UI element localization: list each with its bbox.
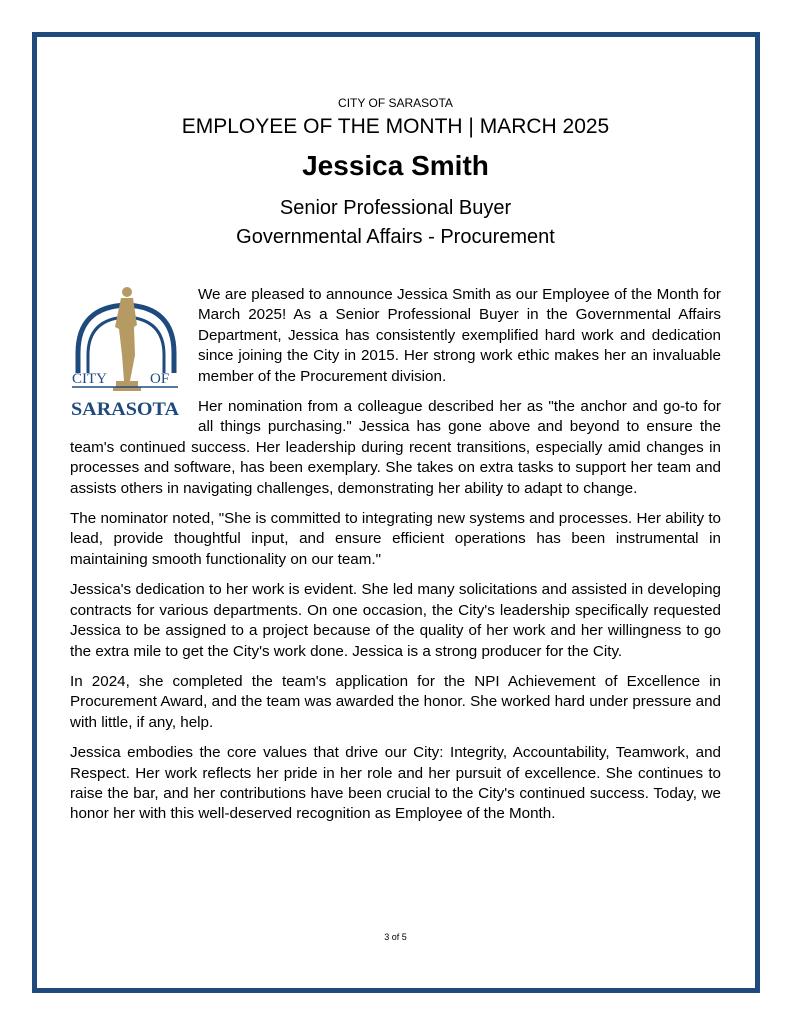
svg-text:CITY: CITY — [72, 371, 107, 387]
employee-department: Governmental Affairs - Procurement — [236, 226, 555, 248]
paragraph: Her nomination from a colleague described her as "the anchor and go-to for all things purchasing." Jessica has gone above and beyond to ensure the team's continued success. Her leadership during recent transitions, especially amid changes in processes and software, has been exemplary. She takes on extra tasks to support her team and assists others in navigating challenges, demonstrating her ability to adapt to change. — [70, 398, 721, 497]
paragraph: Jessica embodies the core values that drive our City: Integrity, Accountability, Teamwork, and Respect. Her work reflects her pride in her role and her pursuit of excellence. She continues to raise the bar, and her contributions have been crucial to the City's continued success. Today, we honor her with this well-deserved recognition as Employee of the Month. — [70, 744, 721, 823]
city-label: CITY OF SARASOTA — [338, 96, 453, 110]
announcement-body — [70, 285, 721, 835]
employee-role: Senior Professional Buyer — [279, 197, 512, 219]
employee-name: Jessica Smith — [302, 150, 489, 181]
paragraph: In 2024, she completed the team's application for the NPI Achievement of Excellence in Procurement Award, and the team was awarded the honor. She worked hard under pressure and with little, if any, help. — [70, 672, 721, 731]
svg-text:OF: OF — [150, 371, 170, 387]
page-number: 3 of 5 — [384, 932, 407, 942]
city-of-sarasota-logo — [70, 285, 190, 425]
paragraph: We are pleased to announce Jessica Smith as our Employee of the Month for March 2025! As a Senior Professional Buyer in the Governmental Affairs Department, Jessica has consistently exemplified hard work and dedication since joining the City in 2015. Her strong work ethic makes her an invaluable member of the Procurement division. — [198, 286, 721, 385]
paragraph: Jessica's dedication to her work is evident. She led many solicitations and assisted in developing contracts for various departments. On one occasion, the City's leadership specifically requested Jessica to be assigned to a project because of the quality of her work and her willingness to go the extra mile to get the City's work done. Jessica is a strong producer for the City. — [70, 581, 721, 660]
statue-icon — [113, 287, 141, 391]
svg-text:SARASOTA: SARASOTA — [71, 399, 180, 420]
paragraph: The nominator noted, "She is committed to integrating new systems and processes. Her ability to lead, provide thoughtful input, and ensure efficient operations has been instrumental in maintaining smooth functionality on our team." — [70, 510, 721, 568]
award-title: EMPLOYEE OF THE MONTH | MARCH 2025 — [181, 115, 610, 138]
